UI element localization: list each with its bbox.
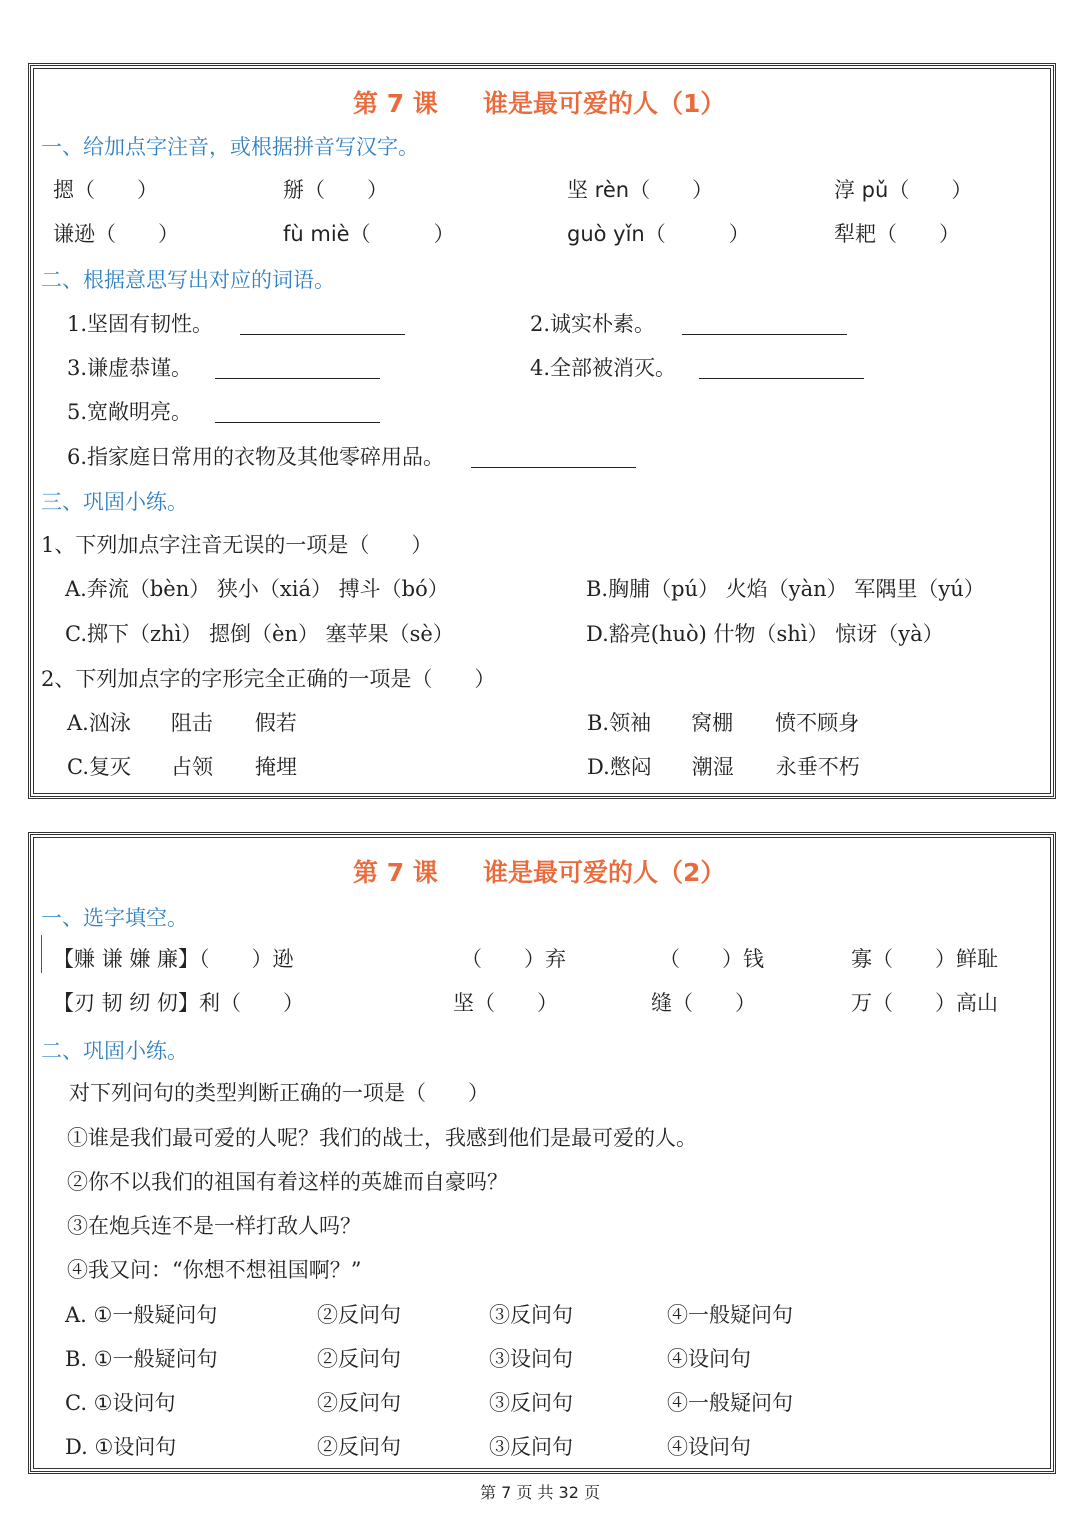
definition-item: 1.坚固有韧性。 xyxy=(67,308,405,338)
fill-item: （ ）钱 xyxy=(659,947,764,971)
answer-option-b-part: ②反问句 xyxy=(317,1347,401,1371)
question-1-option-b: B.胸脯（pú） 火焰（yàn） 军隅里（yú） xyxy=(586,577,985,601)
lesson1-section1-heading: 一、给加点字注音，或根据拼音写汉字。 xyxy=(41,135,419,159)
pinyin-item: 坚 rèn（ ） xyxy=(567,178,714,202)
question-2: 2、下列加点字的字形完全正确的一项是（ ） xyxy=(41,667,496,691)
page-footer: 第 7 页 共 32 页 xyxy=(480,1483,600,1502)
pinyin-item: 犁耙（ ） xyxy=(834,222,960,246)
question-2-option-c: C.复灭 占领 掩埋 xyxy=(67,755,297,779)
question-1: 1、下列加点字注音无误的一项是（ ） xyxy=(41,533,433,557)
answer-option-d-part: ②反问句 xyxy=(317,1435,401,1459)
definition-item: 5.宽敞明亮。 xyxy=(67,396,380,426)
fill-item: 寡（ ）鲜耻 xyxy=(851,947,998,971)
fill-item: 缝（ ） xyxy=(651,991,756,1015)
answer-option-c-part: ④一般疑问句 xyxy=(667,1391,793,1415)
lesson2-title-number: 第 7 课 xyxy=(353,858,438,887)
question-2-option-d: D.憋闷 潮湿 永垂不朽 xyxy=(587,755,860,779)
pinyin-item: fù miè（ ） xyxy=(283,222,455,246)
pinyin-item: guò yǐn（ ） xyxy=(567,222,750,246)
fill-item: （ ）弃 xyxy=(461,947,566,971)
answer-option-b-part: ③设问句 xyxy=(489,1347,573,1371)
answer-option-a-part: ②反问句 xyxy=(317,1303,401,1327)
answer-option-d-part: ④设问句 xyxy=(667,1435,751,1459)
pinyin-item: 谦逊（ ） xyxy=(53,222,179,246)
pinyin-item: 淳 pǔ（ ） xyxy=(834,178,973,202)
answer-option-b-part: ④设问句 xyxy=(667,1347,751,1371)
sentence: ①谁是我们最可爱的人呢？我们的战士，我感到他们是最可爱的人。 xyxy=(67,1126,697,1150)
question-1-option-a: A.奔流（bèn） 狭小（xiá） 搏斗（bó） xyxy=(65,577,449,601)
answer-option-d-part: ③反问句 xyxy=(489,1435,573,1459)
answer-option-a-part: ④一般疑问句 xyxy=(667,1303,793,1327)
lesson1-panel xyxy=(28,63,1056,799)
answer-option-c-part: ②反问句 xyxy=(317,1391,401,1415)
definition-item: 3.谦虚恭谨。 xyxy=(67,352,380,382)
lesson1-title: 谁是最可爱的人（1） xyxy=(483,89,726,118)
answer-option-c-part: ③反问句 xyxy=(489,1391,573,1415)
question-1-option-d: D.豁亮(huò) 什物（shì） 惊讶（yà） xyxy=(586,622,944,646)
question: 对下列问句的类型判断正确的一项是（ ） xyxy=(69,1081,489,1105)
answer-option-d: D. ①设问句 xyxy=(65,1435,177,1459)
question-2-option-b: B.领袖 窝棚 愤不顾身 xyxy=(587,711,860,735)
fill-item: 万（ ）高山 xyxy=(851,991,998,1015)
sentence: ②你不以我们的祖国有着这样的英雄而自豪吗？ xyxy=(67,1170,508,1194)
lesson2-panel xyxy=(28,832,1056,1474)
fill-item: 【刃 韧 纫 仞】利（ ） xyxy=(53,991,305,1015)
answer-option-a-part: ③反问句 xyxy=(489,1303,573,1327)
question-1-option-c: C.掷下（zhì） 摁倒（èn） 塞苹果（sè） xyxy=(65,622,454,646)
lesson2-title: 谁是最可爱的人（2） xyxy=(483,858,726,887)
lesson1-title-number: 第 7 课 xyxy=(353,89,438,118)
answer-option-a: A. ①一般疑问句 xyxy=(65,1303,218,1327)
lesson2-section2-heading: 二、巩固小练。 xyxy=(41,1039,188,1063)
fill-item: 【赚 谦 嫌 廉】（ ）逊 xyxy=(53,947,294,971)
lesson1-section2-heading: 二、根据意思写出对应的词语。 xyxy=(41,268,335,292)
answer-option-b: B. ①一般疑问句 xyxy=(65,1347,218,1371)
fill-item: 坚（ ） xyxy=(453,991,558,1015)
margin-bar xyxy=(41,935,42,973)
lesson1-section3-heading: 三、巩固小练。 xyxy=(41,490,188,514)
answer-option-c: C. ①设问句 xyxy=(65,1391,176,1415)
sentence: ③在炮兵连不是一样打敌人吗？ xyxy=(67,1214,361,1238)
lesson2-section1-heading: 一、选字填空。 xyxy=(41,906,188,930)
definition-item: 6.指家庭日常用的衣物及其他零碎用品。 xyxy=(67,441,636,471)
definition-item: 4.全部被消灭。 xyxy=(530,352,864,382)
pinyin-item: 摁（ ） xyxy=(53,178,158,202)
pinyin-item: 掰（ ） xyxy=(283,178,388,202)
question-2-option-a: A.汹泳 阻击 假若 xyxy=(67,711,297,735)
definition-item: 2.诚实朴素。 xyxy=(530,308,847,338)
sentence: ④我又问：“你想不想祖国啊？” xyxy=(67,1258,362,1282)
